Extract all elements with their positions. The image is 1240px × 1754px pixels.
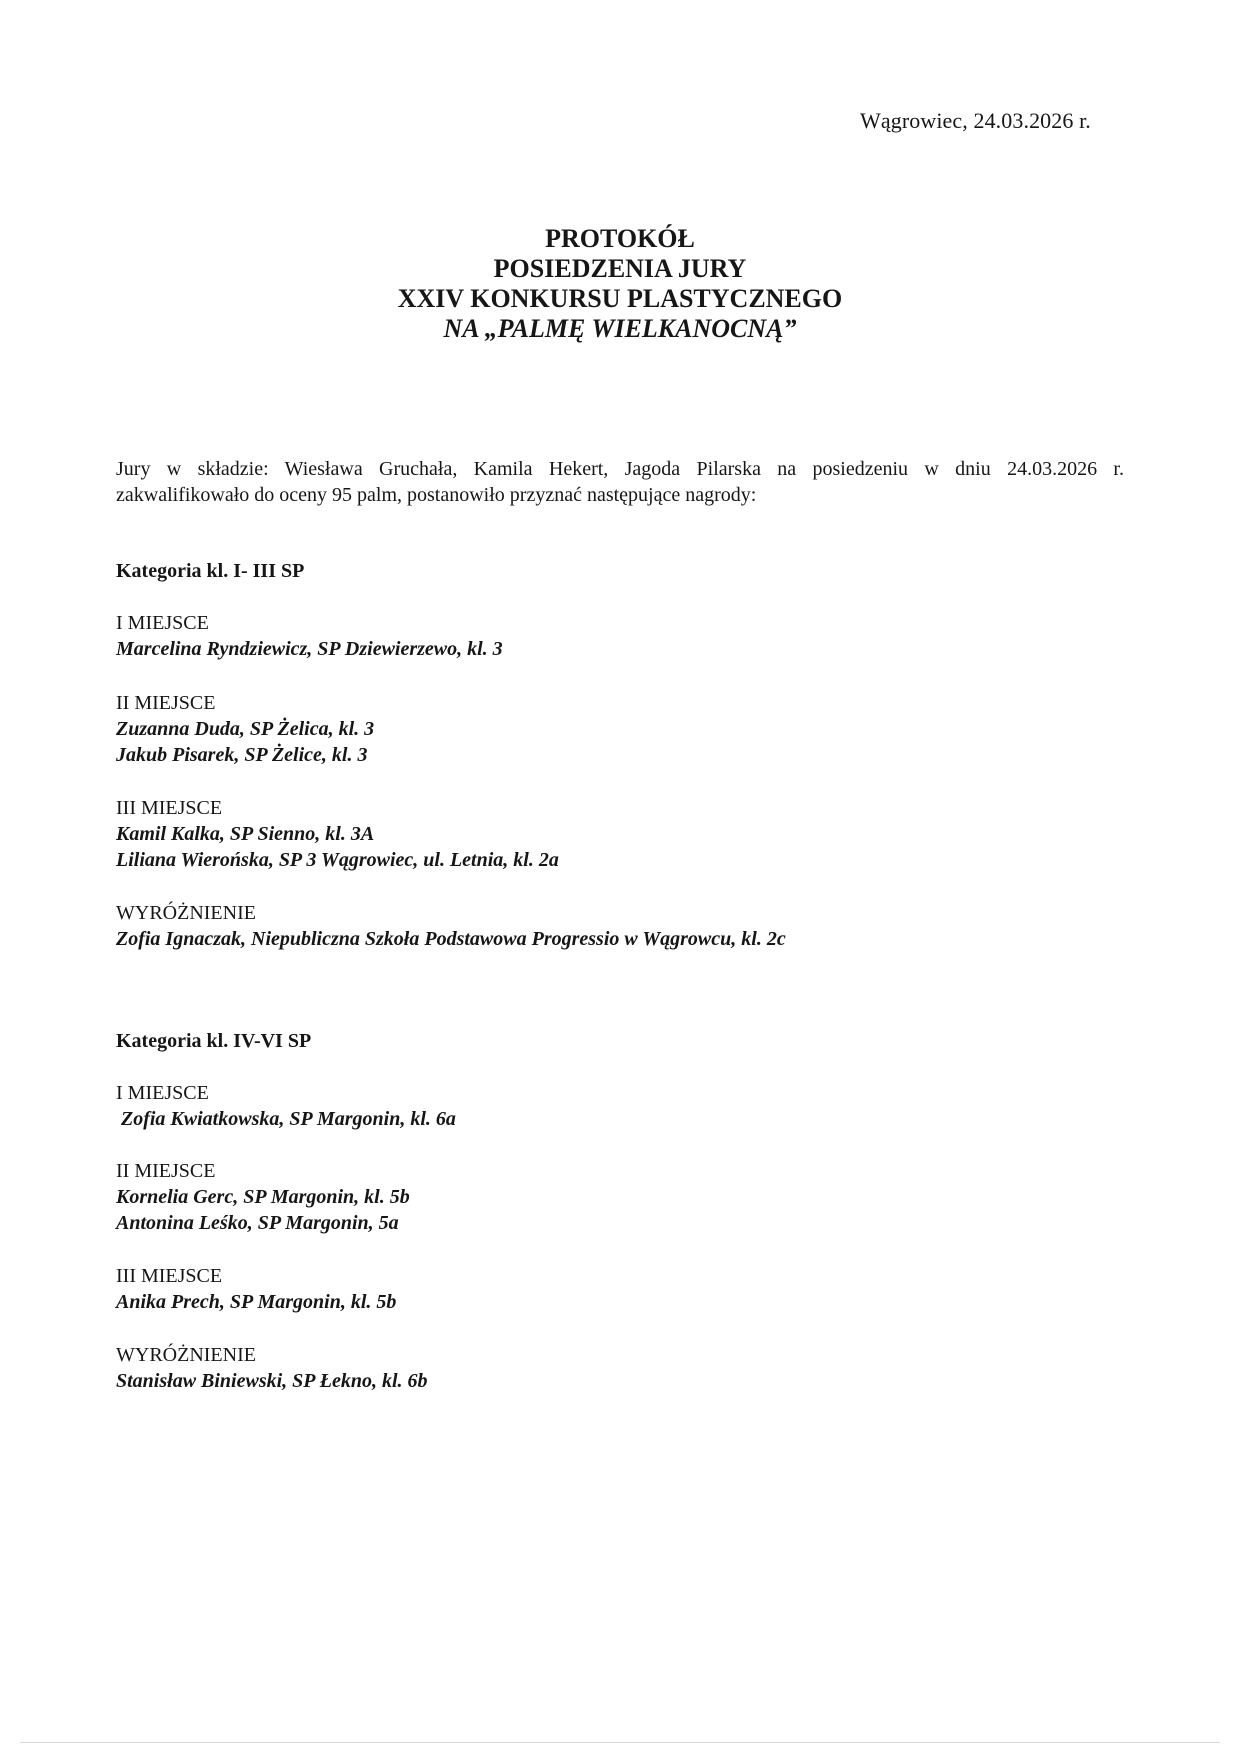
award-label: WYRÓŻNIENIE [116,902,256,924]
winner-entry: Liliana Wierońska, SP 3 Wągrowiec, ul. Letnia, kl. 2a [116,849,559,871]
award-third-place [116,1263,396,1315]
award-distinction [116,1342,428,1394]
award-label: II MIEJSCE [116,692,216,714]
place-date: Wągrowiec, 24.03.2026 r. [860,108,1091,133]
winner-entry: Stanisław Biniewski, SP Łekno, kl. 6b [116,1370,428,1392]
award-label: I MIEJSCE [116,612,209,634]
award-label: II MIEJSCE [116,1160,216,1182]
category-title-1-3: Kategoria kl. I- III SP [116,560,305,582]
title-line-protocol: PROTOKÓŁ [545,224,695,253]
title-line-contest: XXIV KONKURSU PLASTYCZNEGO [397,284,843,313]
scan-edge-divider [20,1742,1220,1743]
winner-entry: Kornelia Gerc, SP Margonin, kl. 5b [116,1186,410,1208]
title-line-jury-meeting: POSIEDZENIA JURY [493,254,747,283]
winner-entry: Anika Prech, SP Margonin, kl. 5b [116,1291,397,1313]
award-label: WYRÓŻNIENIE [116,1344,256,1366]
award-second-place [116,1158,410,1236]
award-distinction [116,900,786,952]
winner-entry: Kamil Kalka, SP Sienno, kl. 3A [116,823,375,845]
winner-entry: Zofia Kwiatkowska, SP Margonin, kl. 6a [121,1108,456,1130]
award-third-place [116,795,559,873]
award-label: I MIEJSCE [116,1082,209,1104]
award-label: III MIEJSCE [116,797,223,819]
award-label: III MIEJSCE [116,1265,223,1287]
winner-entry: Marcelina Ryndziewicz, SP Dziewierzewo, kl. 3 [116,638,503,660]
intro-paragraph [116,456,1124,508]
title-line-contest-name: NA „PALMĘ WIELKANOCNĄ” [443,314,797,343]
award-second-place [116,690,374,768]
winner-entry: Zuzanna Duda, SP Żelica, kl. 3 [116,718,375,740]
winner-entry: Zofia Ignaczak, Niepubliczna Szkoła Podstawowa Progressio w Wągrowcu, kl. 2c [116,928,786,950]
award-first-place [116,1080,456,1132]
winner-entry: Jakub Pisarek, SP Żelice, kl. 3 [116,744,368,766]
document-title [0,224,1240,344]
category-title-4-6: Kategoria kl. IV-VI SP [116,1030,312,1052]
award-first-place [116,610,503,662]
intro-line-2: zakwalifikowało do oceny 95 palm, postanowiło przyznać następujące nagrody: [116,484,757,506]
intro-line-1: Jury w składzie: Wiesława Gruchała, Kamila Hekert, Jagoda Pilarska na posiedzeniu w dniu 24.03.2026 r. [116,458,1124,480]
winner-entry: Antonina Leśko, SP Margonin, 5a [116,1212,399,1234]
